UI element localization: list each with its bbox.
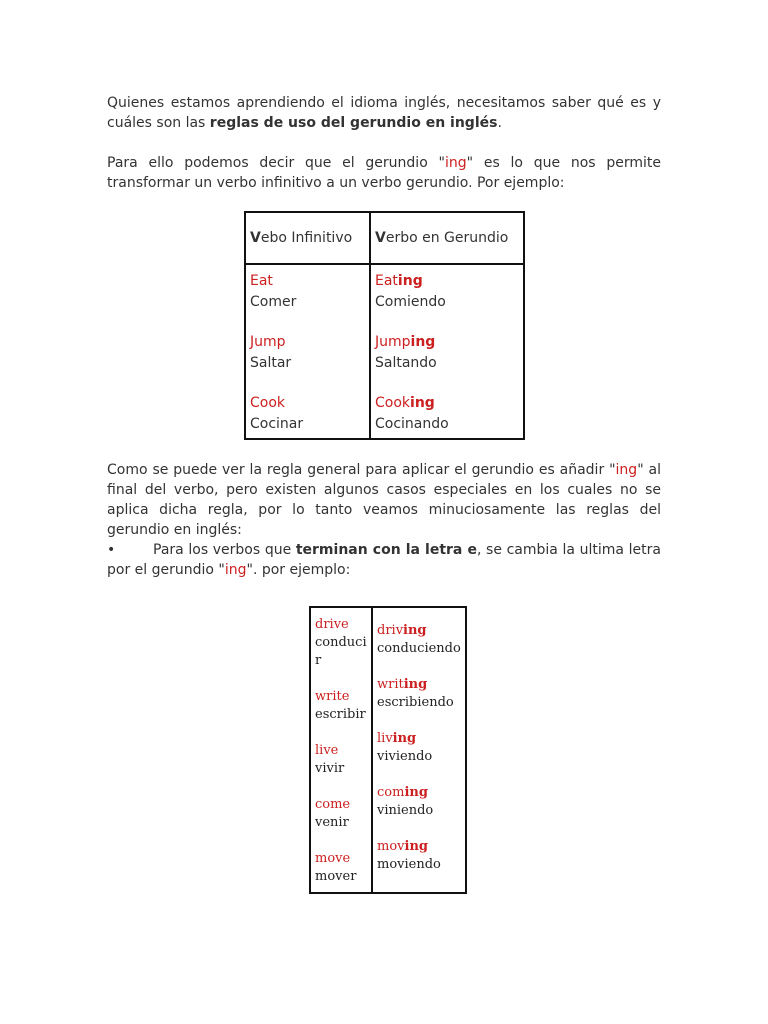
gerund-cell bbox=[370, 264, 524, 439]
header-gerund bbox=[370, 212, 524, 264]
gerund-es: moviendo bbox=[377, 857, 441, 872]
gerund-block bbox=[377, 622, 461, 658]
gerund-base: Cook bbox=[375, 395, 411, 411]
gerund-block bbox=[377, 784, 461, 820]
ing-highlight: ing bbox=[615, 462, 638, 478]
gerund-en bbox=[377, 838, 461, 856]
gerund-es: viviendo bbox=[377, 749, 433, 764]
gerund-block bbox=[377, 676, 461, 712]
gerund-base: driv bbox=[377, 623, 404, 638]
spacer bbox=[250, 312, 365, 332]
rule-paragraph bbox=[107, 460, 661, 540]
intro-text: Quienes estamos aprendiendo el idioma inglés, necesitamos saber qué es y cuáles son las bbox=[107, 95, 661, 131]
gerund-base: Eat bbox=[375, 273, 398, 289]
verb-es: mover bbox=[315, 869, 357, 884]
header-infinitive bbox=[245, 212, 370, 264]
gerund-block bbox=[377, 838, 461, 874]
gerund-base: writ bbox=[377, 677, 404, 692]
intro-paragraph bbox=[107, 93, 661, 133]
gerund-es: escribiendo bbox=[377, 695, 454, 710]
gerund-es: Comiendo bbox=[375, 293, 446, 310]
gerund-es: Saltando bbox=[375, 354, 437, 371]
spacer bbox=[375, 312, 519, 332]
verb-en: Eat bbox=[250, 273, 273, 289]
definition-text-end: " es lo que nos permite transformar un verbo infinitivo a un verbo gerundio. Por ejemplo: bbox=[107, 155, 661, 191]
intro-bold-text: reglas de uso del gerundio en inglés bbox=[209, 115, 498, 131]
table-row bbox=[245, 264, 524, 439]
verb-en: move bbox=[315, 851, 351, 866]
gerund-suffix: ing bbox=[397, 273, 423, 289]
rule-text-start: Como se puede ver la regla general para aplicar el gerundio es añadir " bbox=[107, 462, 616, 478]
verb-en: drive bbox=[315, 617, 349, 632]
gerund-suffix: ing bbox=[404, 785, 428, 800]
gerund-es: viniendo bbox=[377, 803, 434, 818]
intro-end: . bbox=[497, 115, 502, 131]
infinitive-cell bbox=[245, 264, 370, 439]
gerund-suffix: ing bbox=[403, 677, 428, 692]
verb-block bbox=[315, 742, 367, 778]
gerund-suffix: ing bbox=[404, 839, 428, 854]
verb-en: come bbox=[315, 797, 351, 812]
gerund-es: Cocinando bbox=[375, 415, 449, 432]
gerund-suffix: ing bbox=[410, 395, 435, 411]
table-header-row bbox=[245, 212, 524, 264]
verb-es: venir bbox=[315, 815, 349, 830]
bullet-text-end: ". por ejemplo: bbox=[246, 562, 351, 578]
spacer bbox=[250, 373, 365, 393]
gerund-suffix: ing bbox=[410, 334, 436, 350]
gerund-en bbox=[377, 622, 461, 640]
verb-en: Cook bbox=[250, 395, 286, 411]
verb-es: Saltar bbox=[250, 354, 292, 371]
rule-text-end: " al final del verbo, pero existen algunos casos especiales en los cuales no se aplica dicha regla, por lo tanto veamos minuciosamente las reglas del gerundio en inglés: bbox=[107, 462, 662, 538]
table-row bbox=[310, 607, 466, 893]
bullet-paragraph bbox=[107, 540, 661, 580]
gerund-cell bbox=[372, 607, 466, 893]
gerund-table-basic bbox=[244, 211, 525, 440]
gerund-table-e-ending bbox=[309, 606, 467, 894]
gerund-base: liv bbox=[377, 731, 393, 746]
verb-es: vivir bbox=[315, 761, 345, 776]
verb-en: live bbox=[315, 743, 339, 758]
gerund-en bbox=[377, 784, 461, 802]
verb-es: Cocinar bbox=[250, 415, 304, 432]
gerund-es: conduciendo bbox=[377, 641, 461, 656]
verb-es: Comer bbox=[250, 293, 297, 310]
spacer bbox=[375, 373, 519, 393]
verb-block bbox=[315, 796, 367, 832]
verb-es: escribir bbox=[315, 707, 366, 722]
verb-block bbox=[315, 616, 367, 670]
gerund-suffix: ing bbox=[392, 731, 417, 746]
gerund-en bbox=[375, 332, 519, 353]
bullet-bold-text: terminan con la letra e bbox=[295, 542, 477, 558]
ing-highlight: ing bbox=[444, 155, 467, 171]
gerund-base: Jump bbox=[375, 334, 411, 350]
gerund-base: com bbox=[377, 785, 405, 800]
header-infinitive-initial: V bbox=[250, 230, 261, 246]
verb-block bbox=[315, 850, 367, 886]
gerund-en bbox=[377, 730, 461, 748]
verb-es: conducir bbox=[315, 635, 367, 668]
definition-text-start: Para ello podemos decir que el gerundio " bbox=[107, 155, 445, 171]
gerund-en bbox=[377, 676, 461, 694]
verb-en: Jump bbox=[250, 334, 286, 350]
header-gerund-initial: V bbox=[375, 230, 386, 246]
header-gerund-label: erbo en Gerundio bbox=[385, 230, 509, 246]
definition-paragraph bbox=[107, 153, 661, 193]
bullet-text-start: Para los verbos que bbox=[153, 542, 296, 558]
gerund-suffix: ing bbox=[403, 623, 427, 638]
gerund-base: mov bbox=[377, 839, 405, 854]
bullet-icon: • bbox=[107, 542, 116, 558]
gerund-block bbox=[377, 730, 461, 766]
gerund-en bbox=[375, 271, 519, 292]
ing-highlight: ing bbox=[224, 562, 247, 578]
verb-en: write bbox=[315, 689, 350, 704]
bullet-text-middle: , se cambia la ultima letra por el gerundio " bbox=[107, 542, 661, 578]
gerund-en bbox=[375, 393, 519, 414]
infinitive-cell bbox=[310, 607, 372, 893]
header-infinitive-label: ebo Infinitivo bbox=[260, 230, 353, 246]
verb-block bbox=[315, 688, 367, 724]
